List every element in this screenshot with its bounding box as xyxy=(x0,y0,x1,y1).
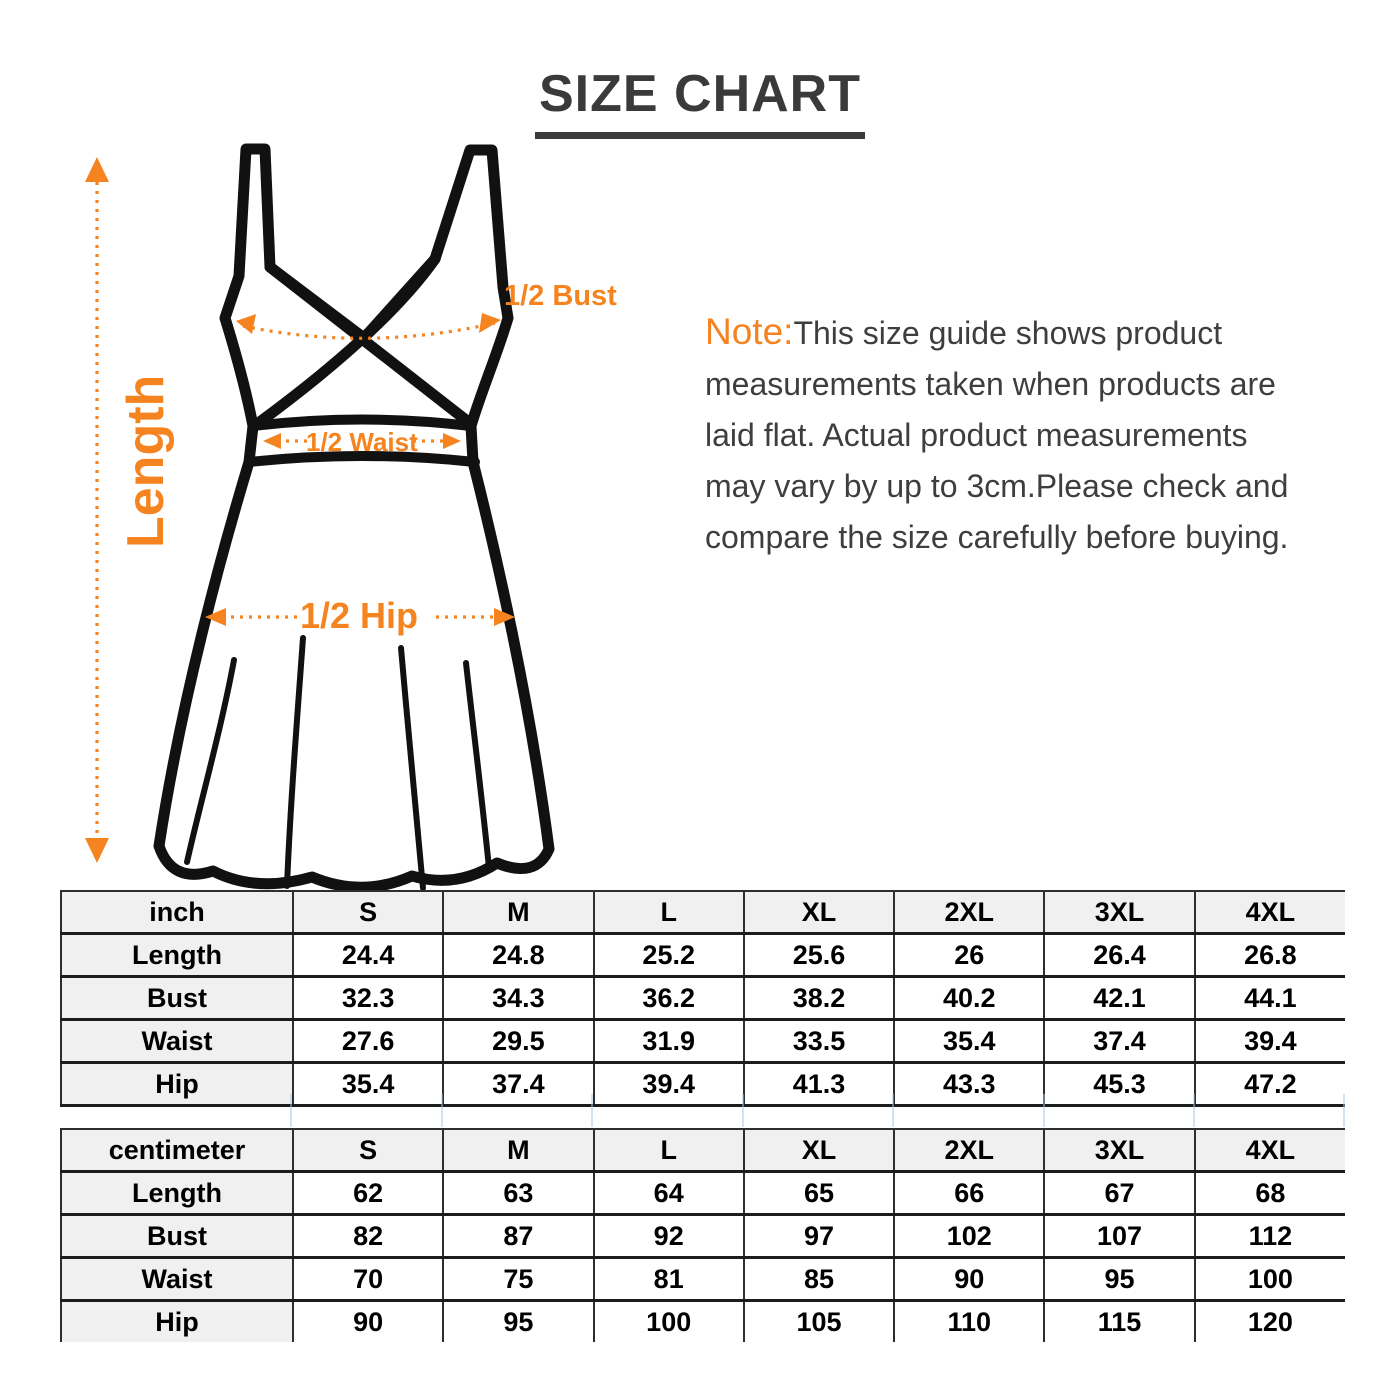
gap-gridline xyxy=(1343,1094,1345,1127)
measurement-value-cell: 35.4 xyxy=(293,1063,443,1106)
measurement-value-cell: 26.4 xyxy=(1044,934,1194,977)
dress-outline xyxy=(159,149,549,887)
measurement-value-cell: 105 xyxy=(744,1301,894,1343)
bust-measure-label: 1/2 Bust xyxy=(504,280,617,312)
measurement-value-cell: 45.3 xyxy=(1044,1063,1194,1106)
measurement-label-cell: Bust xyxy=(61,977,293,1020)
note-line-text: may vary by up to 3cm.Please check and xyxy=(705,468,1289,504)
note-line xyxy=(705,306,1385,359)
measurement-value-cell: 32.3 xyxy=(293,977,443,1020)
measurement-value-cell: 31.9 xyxy=(594,1020,744,1063)
table-row xyxy=(61,1172,1345,1215)
note-line xyxy=(705,359,1385,410)
measurement-value-cell: 26 xyxy=(894,934,1044,977)
measurement-value-cell: 34.3 xyxy=(443,977,593,1020)
measurement-value-cell: 85 xyxy=(744,1258,894,1301)
gap-gridline xyxy=(441,1094,443,1127)
unit-header-cell: inch xyxy=(61,891,293,934)
size-column-header: 3XL xyxy=(1044,1129,1194,1172)
note-line xyxy=(705,512,1385,563)
measurement-value-cell: 67 xyxy=(1044,1172,1194,1215)
note-line-text: This size guide shows product xyxy=(793,315,1223,351)
measurement-value-cell: 27.6 xyxy=(293,1020,443,1063)
measurement-value-cell: 62 xyxy=(293,1172,443,1215)
note-line-text: laid flat. Actual product measurements xyxy=(705,417,1248,453)
measurement-value-cell: 95 xyxy=(443,1301,593,1343)
gap-gridline xyxy=(290,1094,292,1127)
measurement-value-cell: 39.4 xyxy=(594,1063,744,1106)
measurement-value-cell: 38.2 xyxy=(744,977,894,1020)
measurement-value-cell: 63 xyxy=(443,1172,593,1215)
measurement-value-cell: 102 xyxy=(894,1215,1044,1258)
note-text xyxy=(705,306,1385,563)
measurement-value-cell: 47.2 xyxy=(1195,1063,1345,1106)
measurement-label-cell: Waist xyxy=(61,1258,293,1301)
length-arrowhead-down-icon xyxy=(85,838,109,863)
measurement-value-cell: 90 xyxy=(894,1258,1044,1301)
note-line-text: measurements taken when products are xyxy=(705,366,1276,402)
table-gap-gridlines xyxy=(60,1094,1345,1127)
size-table-centimeter xyxy=(60,1128,1345,1342)
size-column-header: S xyxy=(293,891,443,934)
unit-header-cell: centimeter xyxy=(61,1129,293,1172)
size-column-header: L xyxy=(594,891,744,934)
measurement-value-cell: 95 xyxy=(1044,1258,1194,1301)
table-header-row xyxy=(61,891,1345,934)
measurement-value-cell: 66 xyxy=(894,1172,1044,1215)
measurement-value-cell: 24.4 xyxy=(293,934,443,977)
size-column-header: S xyxy=(293,1129,443,1172)
note-prefix-label: Note: xyxy=(705,311,794,352)
measurement-value-cell: 36.2 xyxy=(594,977,744,1020)
measurement-value-cell: 44.1 xyxy=(1195,977,1345,1020)
measurement-value-cell: 75 xyxy=(443,1258,593,1301)
note-line xyxy=(705,410,1385,461)
gap-gridline xyxy=(1043,1094,1045,1127)
measurement-value-cell: 92 xyxy=(594,1215,744,1258)
measurement-label-cell: Length xyxy=(61,934,293,977)
gap-gridline xyxy=(742,1094,744,1127)
measurement-value-cell: 100 xyxy=(1195,1258,1345,1301)
table-row xyxy=(61,1215,1345,1258)
measurement-label-cell: Length xyxy=(61,1172,293,1215)
size-column-header: 2XL xyxy=(894,891,1044,934)
measurement-value-cell: 39.4 xyxy=(1195,1020,1345,1063)
table-header-row xyxy=(61,1129,1345,1172)
measurement-label-cell: Hip xyxy=(61,1063,293,1106)
measurement-value-cell: 41.3 xyxy=(744,1063,894,1106)
measurement-value-cell: 43.3 xyxy=(894,1063,1044,1106)
table-row xyxy=(61,977,1345,1020)
measurement-value-cell: 90 xyxy=(293,1301,443,1343)
size-column-header: L xyxy=(594,1129,744,1172)
measurement-value-cell: 40.2 xyxy=(894,977,1044,1020)
table-row xyxy=(61,1258,1345,1301)
waist-measure-label: 1/2 Waist xyxy=(306,427,418,457)
measurement-value-cell: 37.4 xyxy=(443,1063,593,1106)
measurement-value-cell: 26.8 xyxy=(1195,934,1345,977)
table-row xyxy=(61,1020,1345,1063)
note-line-text: compare the size carefully before buying. xyxy=(705,519,1289,555)
measurement-value-cell: 33.5 xyxy=(744,1020,894,1063)
measurement-value-cell: 64 xyxy=(594,1172,744,1215)
gap-gridline xyxy=(892,1094,894,1127)
note-line xyxy=(705,461,1385,512)
gap-gridline xyxy=(591,1094,593,1127)
measurement-label-cell: Hip xyxy=(61,1301,293,1343)
measurement-value-cell: 25.2 xyxy=(594,934,744,977)
measurement-value-cell: 42.1 xyxy=(1044,977,1194,1020)
measurement-value-cell: 110 xyxy=(894,1301,1044,1343)
table-row xyxy=(61,1301,1345,1343)
size-column-header: XL xyxy=(744,1129,894,1172)
measurement-value-cell: 100 xyxy=(594,1301,744,1343)
measurement-value-cell: 82 xyxy=(293,1215,443,1258)
length-arrowhead-up-icon xyxy=(85,157,109,182)
hip-measure-label: 1/2 Hip xyxy=(300,595,419,636)
measurement-value-cell: 35.4 xyxy=(894,1020,1044,1063)
size-column-header: 4XL xyxy=(1195,891,1345,934)
measurement-value-cell: 81 xyxy=(594,1258,744,1301)
measurement-label-cell: Bust xyxy=(61,1215,293,1258)
size-column-header: XL xyxy=(744,891,894,934)
size-column-header: 3XL xyxy=(1044,891,1194,934)
measurement-value-cell: 65 xyxy=(744,1172,894,1215)
measurement-value-cell: 112 xyxy=(1195,1215,1345,1258)
length-measure-label: Length xyxy=(117,374,175,548)
measurement-value-cell: 115 xyxy=(1044,1301,1194,1343)
measurement-value-cell: 25.6 xyxy=(744,934,894,977)
table-row xyxy=(61,934,1345,977)
measurement-value-cell: 120 xyxy=(1195,1301,1345,1343)
size-column-header: M xyxy=(443,891,593,934)
measurement-value-cell: 37.4 xyxy=(1044,1020,1194,1063)
size-table-inch xyxy=(60,890,1345,1107)
measurement-value-cell: 107 xyxy=(1044,1215,1194,1258)
measurement-value-cell: 68 xyxy=(1195,1172,1345,1215)
measurement-value-cell: 70 xyxy=(293,1258,443,1301)
measurement-value-cell: 29.5 xyxy=(443,1020,593,1063)
size-column-header: 4XL xyxy=(1195,1129,1345,1172)
measurement-value-cell: 87 xyxy=(443,1215,593,1258)
measurement-value-cell: 24.8 xyxy=(443,934,593,977)
page-title: SIZE CHART xyxy=(535,64,865,139)
measurement-value-cell: 97 xyxy=(744,1215,894,1258)
size-column-header: M xyxy=(443,1129,593,1172)
size-column-header: 2XL xyxy=(894,1129,1044,1172)
gap-gridline xyxy=(1193,1094,1195,1127)
measurement-label-cell: Waist xyxy=(61,1020,293,1063)
